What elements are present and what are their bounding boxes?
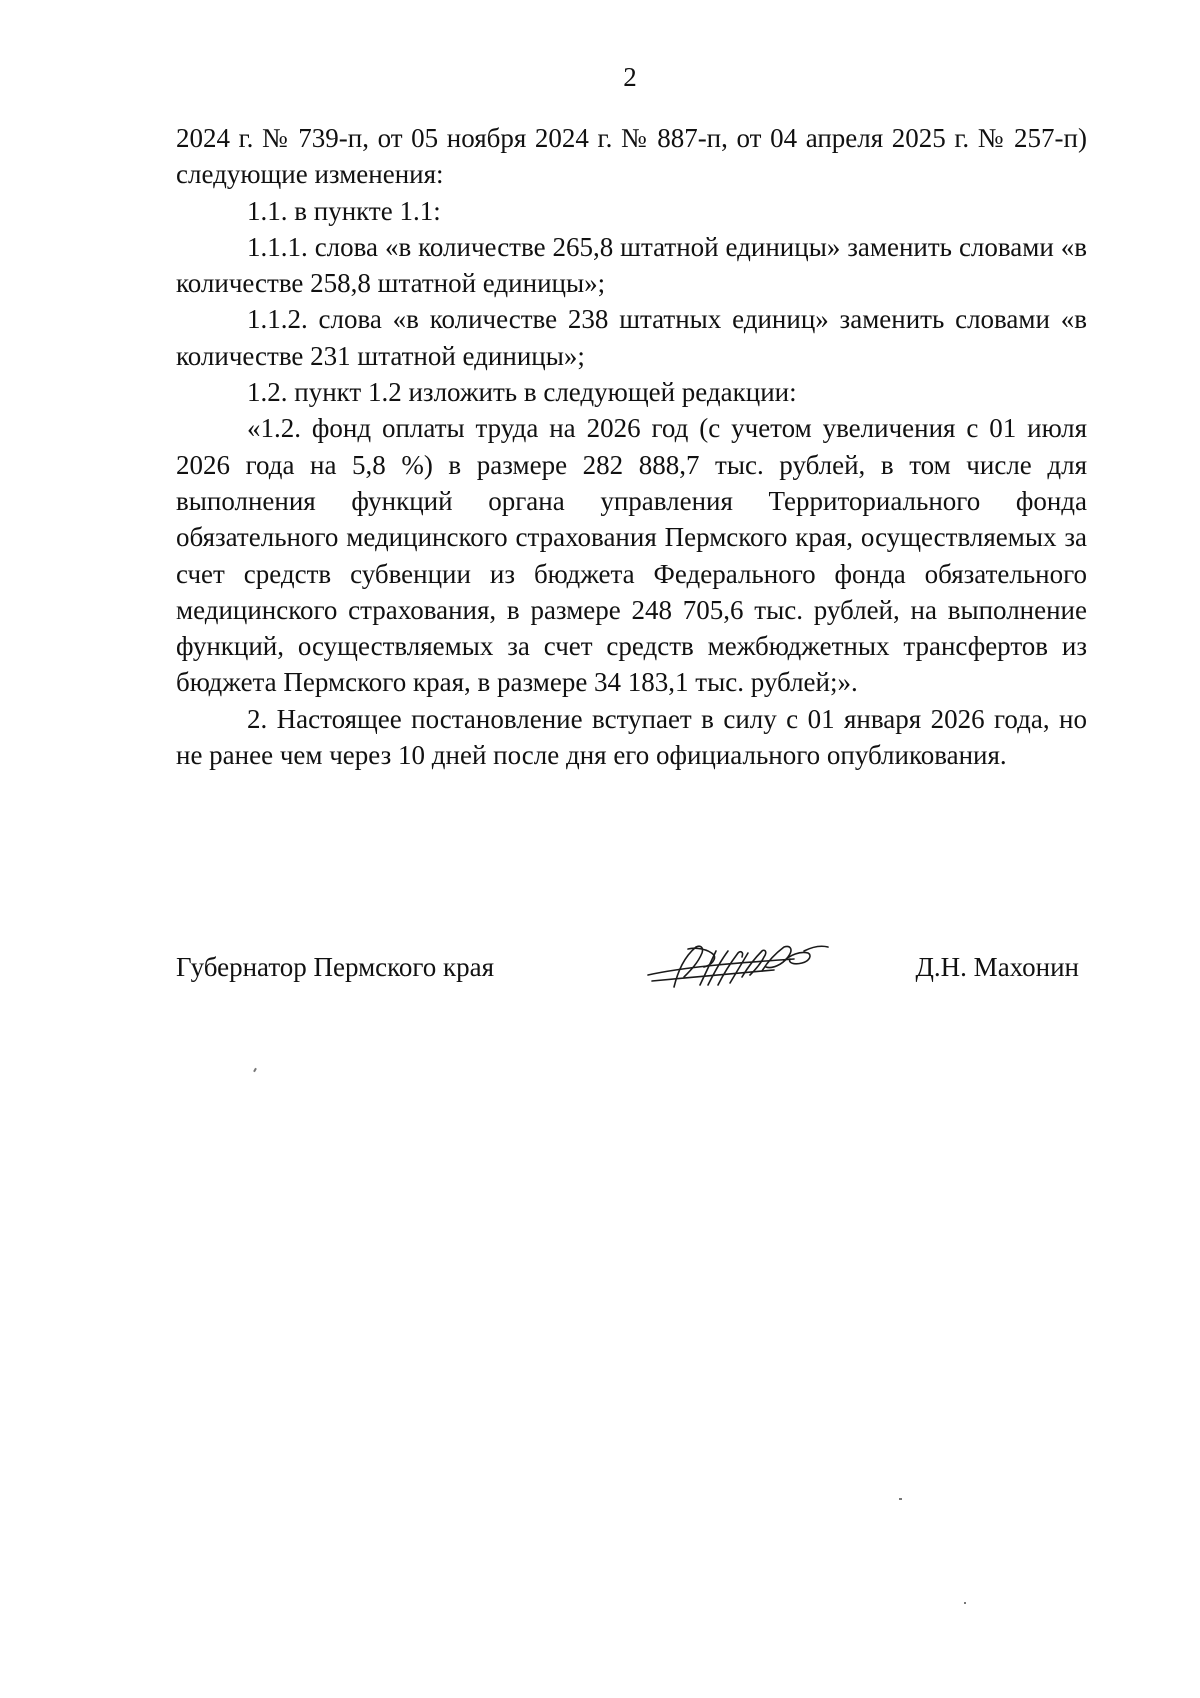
paragraph-1-2: 1.2. пункт 1.2 изложить в следующей редакции: — [247, 377, 797, 408]
handwritten-signature — [644, 937, 834, 999]
scan-speck — [964, 1602, 966, 1604]
scan-speck — [899, 1498, 902, 1500]
paragraph-1-2-new-text: «1.2. фонд оплаты труда на 2026 год (с учетом увеличения с 01 июля 2026 года на 5,8 %) в размере 282 888,7 тыс. рублей, в том числе для выполнения функций органа управления Территориального фонда обязательного медицинского страхования Пермского края, осуществляемых за счет средств субвенции из бюджета Федерального фонда обязательного медицинского страхования, в размере 248 705,6 тыс. рублей, на выполнение функций, осуществляемых за счет средств межбюджетных трансфертов из бюджета Пермского края, в размере 34 183,1 тыс. рублей;». — [176, 413, 1087, 698]
paragraph-1-1: 1.1. в пункте 1.1: — [247, 195, 441, 226]
signer-name: Д.Н. Махонин — [915, 952, 1079, 982]
page-number: 2 — [623, 62, 637, 92]
paragraph-amendment-list: 2024 г. № 739-п, от 05 ноября 2024 г. № 887-п, от 04 апреля 2025 г. № 257-п) следующие изменения: — [176, 123, 1087, 190]
signer-title: Губернатор Пермского края — [176, 952, 495, 982]
scan-speck — [253, 1068, 257, 1072]
document-body — [176, 120, 1087, 773]
paragraph-2-effective-date: 2. Настоящее постановление вступает в силу с 01 января 2026 года, но не ранее чем через 10 дней после дня его официального опубликования. — [176, 703, 1087, 771]
paragraph-1-1-1: 1.1.1. слова «в количестве 265,8 штатной единицы» заменить словами «в количестве 258,8 штатной единицы»; — [176, 231, 1087, 299]
paragraph-1-1-2: 1.1.2. слова «в количестве 238 штатных единиц» заменить словами «в количестве 231 штатной единицы»; — [176, 304, 1087, 371]
signature-block — [176, 945, 1087, 1005]
